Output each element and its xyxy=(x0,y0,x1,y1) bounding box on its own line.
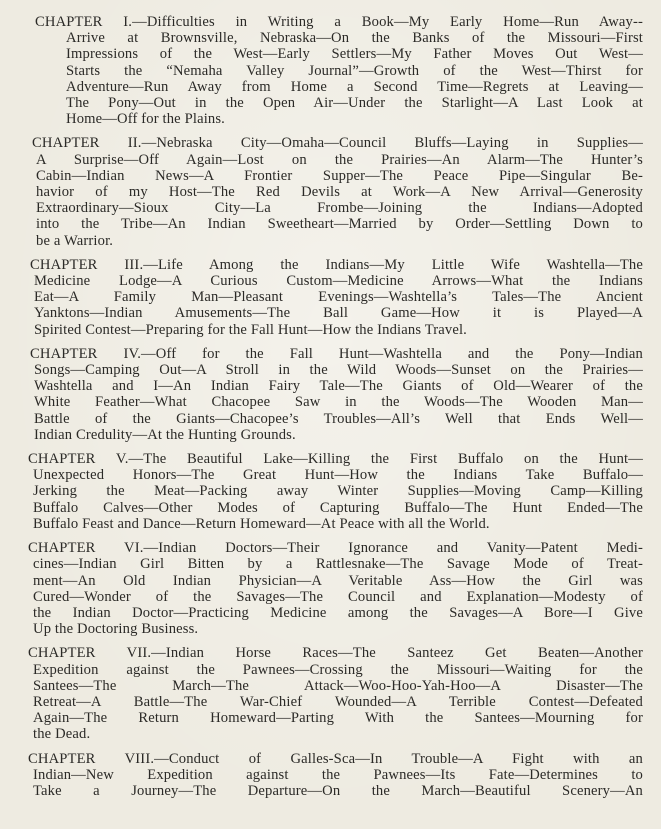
chapter-line: be a Warrior. xyxy=(36,232,114,249)
chapter-line: Home—Off for the Plains. xyxy=(66,111,225,128)
chapter-line: Buffalo Calves—Other Modes of Capturing Buffalo—The Hunt Ended—The xyxy=(33,499,643,516)
chapter-line: Expedition against the Pawnees—Crossing the Missouri—Waiting for the xyxy=(33,661,643,678)
chapter-line: into the Tribe—An Indian Sweetheart—Married by Order—Settling Down to xyxy=(36,216,643,233)
chapter-line: A Surprise—Off Again—Lost on the Prairies—An Alarm—The Hunter’s xyxy=(36,151,643,168)
chapter-line: The Pony—Out in the Open Air—Under the Starlight—A Last Look at xyxy=(66,95,643,112)
chapter-line: Arrive at Brownsville, Nebraska—On the Banks of the Missouri—First xyxy=(66,30,643,47)
chapter-line: Yanktons—Indian Amusements—The Ball Game—How it is Played—A xyxy=(34,305,643,322)
chapter-line: Up the Doctoring Business. xyxy=(33,621,199,638)
chapter-line: Buffalo Feast and Dance—Return Homeward—At Peace with all the World. xyxy=(33,515,490,532)
chapter-line: CHAPTER II.—Nebraska City—Omaha—Council Bluffs—Laying in Supplies— xyxy=(32,135,643,152)
chapter-line: Eat—A Family Man—Pleasant Evenings—Washtella’s Tales—The Ancient xyxy=(34,289,643,306)
chapter-line: havior of my Host—The Red Devils at Work—A New Arrival—Generosity xyxy=(36,184,643,201)
chapter-line: Spirited Contest—Preparing for the Fall Hunt—How the Indians Travel. xyxy=(34,321,467,338)
chapter-line: CHAPTER VI.—Indian Doctors—Their Ignorance and Vanity—Patent Medi- xyxy=(28,540,643,557)
chapter-8-summary xyxy=(28,751,643,800)
chapter-4-summary xyxy=(28,346,643,443)
chapter-line: the Indian Doctor—Practicing Medicine among the Savages—A Bore—I Give xyxy=(33,604,643,621)
chapter-line: Indian—New Expedition against the Pawnees—Its Fate—Determines to xyxy=(33,766,643,783)
chapter-line: Medicine Lodge—A Curious Custom—Medicine Arrows—What the Indians xyxy=(34,273,643,290)
chapter-line: White Feather—What Chacopee Saw in the Woods—The Wooden Man— xyxy=(34,394,643,411)
chapter-line: Indian Credulity—At the Hunting Grounds. xyxy=(34,426,296,443)
chapter-line: Battle of the Giants—Chacopee’s Troubles—All’s Well that Ends Well— xyxy=(34,410,643,427)
chapter-5-summary xyxy=(28,451,643,532)
chapter-line: CHAPTER III.—Life Among the Indians—My Little Wife Washtella—The xyxy=(30,256,643,273)
chapter-line: Cured—Wonder of the Savages—The Council and Explanation—Modesty of xyxy=(33,588,643,605)
chapter-line: CHAPTER V.—The Beautiful Lake—Killing the First Buffalo on the Hunt— xyxy=(28,451,643,468)
chapter-line: Retreat—A Battle—The War-Chief Wounded—A Terrible Contest—Defeated xyxy=(33,693,643,710)
chapter-line: CHAPTER VII.—Indian Horse Races—The Santeez Get Beaten—Another xyxy=(28,645,643,662)
chapter-line: Adventure—Run Away from Home a Second Time—Regrets at Leaving— xyxy=(66,78,643,95)
chapter-line: Impressions of the West—Early Settlers—My Father Moves Out West— xyxy=(66,46,643,63)
chapter-line: Unexpected Honors—The Great Hunt—How the Indians Take Buffalo— xyxy=(33,467,643,484)
chapter-line: CHAPTER VIII.—Conduct of Galles-Sca—In Trouble—A Fight with an xyxy=(28,750,643,767)
chapter-2-summary xyxy=(28,135,643,248)
chapter-line: CHAPTER IV.—Off for the Fall Hunt—Washtella and the Pony—Indian xyxy=(30,345,643,362)
chapter-line: Washtella and I—An Indian Fairy Tale—The Giants of Old—Wearer of the xyxy=(34,378,643,395)
chapter-line: Starts the “Nemaha Valley Journal”—Growth of the West—Thirst for xyxy=(66,62,643,79)
chapter-line: cines—Indian Girl Bitten by a Rattlesnake—The Savage Mode of Treat- xyxy=(33,556,643,573)
chapter-line: Again—The Return Homeward—Parting With the Santees—Mourning for xyxy=(33,710,643,727)
chapter-line: Cabin—Indian News—A Frontier Supper—The Peace Pipe—Singular Be- xyxy=(36,167,643,184)
chapter-line: CHAPTER I.—Difficulties in Writing a Book—My Early Home—Run Away-‑ xyxy=(35,14,643,30)
chapter-line: Extraordinary—Sioux City—La Frombe—Joining the Indians—Adopted xyxy=(36,200,643,217)
chapter-7-summary xyxy=(28,645,643,742)
chapter-line: ment—An Old Indian Physician—A Veritable Ass—How the Girl was xyxy=(33,572,643,589)
chapter-3-summary xyxy=(28,257,643,338)
chapter-line: Jerking the Meat—Packing away Winter Supplies—Moving Camp—Killing xyxy=(33,483,643,500)
chapter-line: Santees—The March—The Attack—Woo-Hoo-Yah-Hoo—A Disaster—The xyxy=(33,677,643,694)
chapter-line: the Dead. xyxy=(33,726,91,743)
chapter-1-summary xyxy=(28,14,643,127)
chapter-line: Songs—Camping Out—A Stroll in the Wild Woods—Sunset on the Prairies— xyxy=(34,362,643,379)
chapter-line: Take a Journey—The Departure—On the March—Beautiful Scenery—An xyxy=(33,782,643,799)
chapter-6-summary xyxy=(28,540,643,637)
